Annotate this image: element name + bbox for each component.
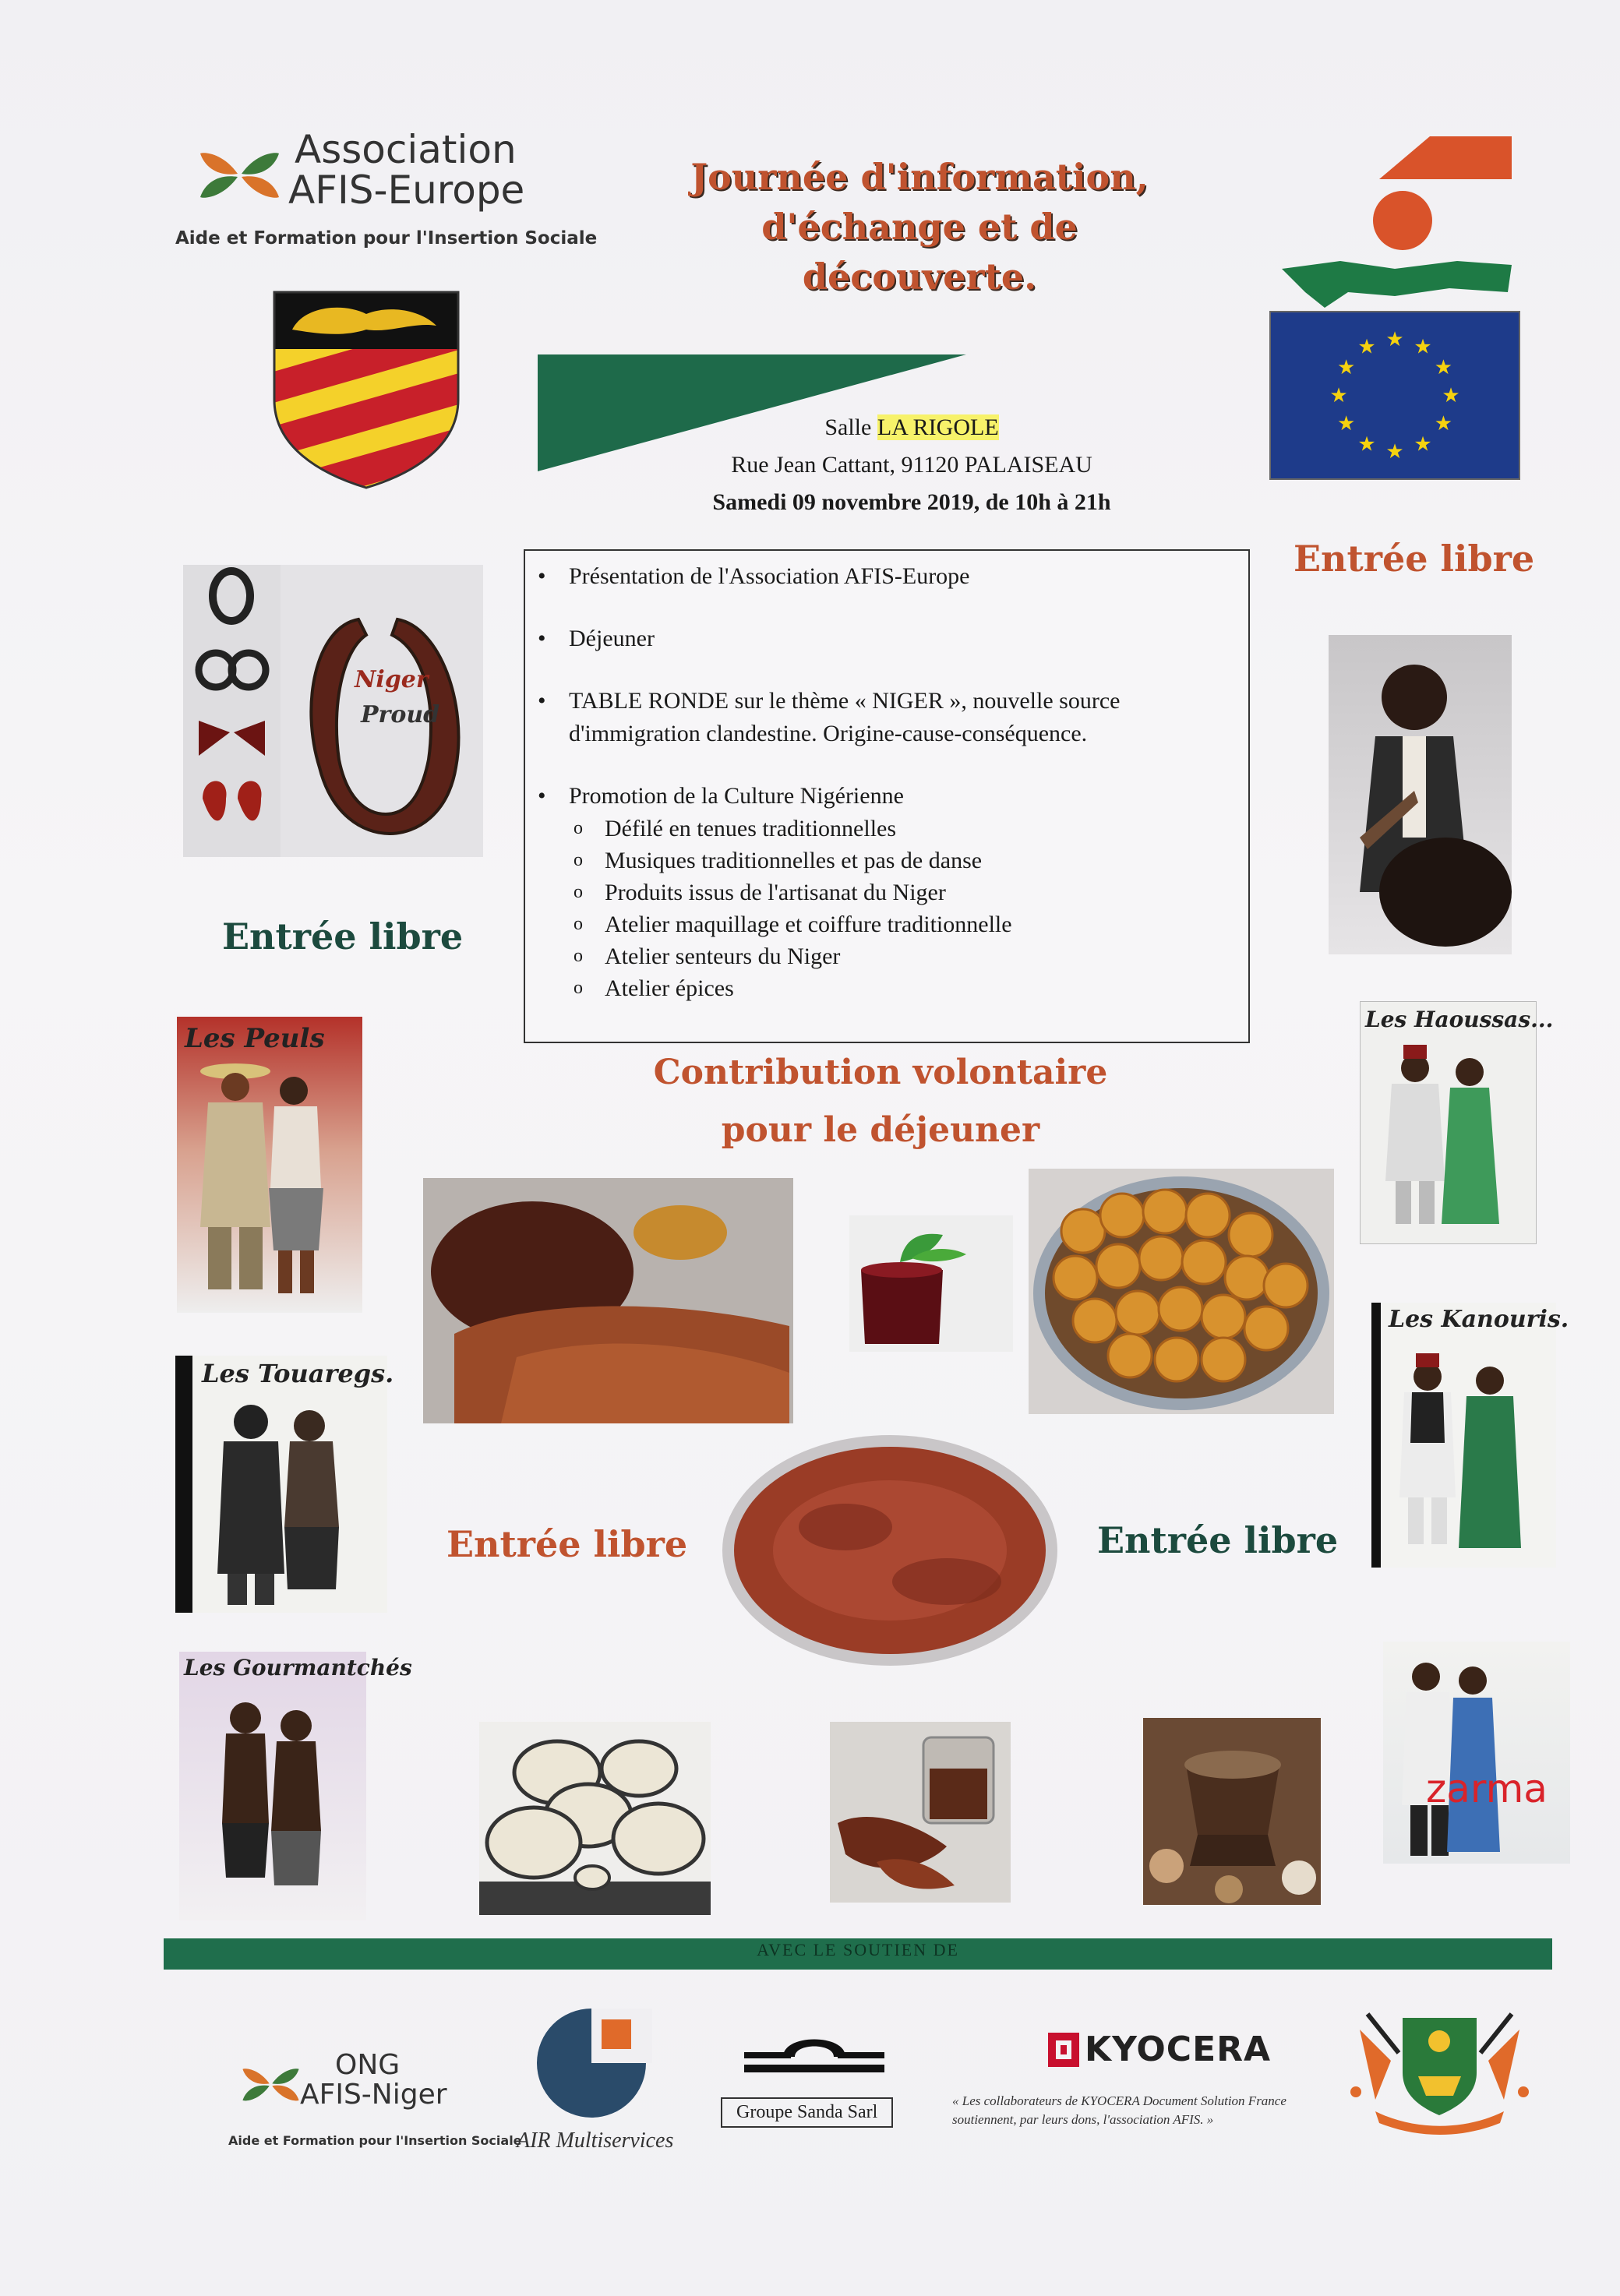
- zarma-title: zarma: [1426, 1766, 1548, 1811]
- beignet-shape: [1100, 1194, 1144, 1237]
- jewelry-photo: [183, 565, 483, 857]
- zarma-photo: [1383, 1642, 1570, 1864]
- leaf-logo-icon: [242, 2057, 300, 2110]
- spice-jar-photo: [830, 1722, 1011, 1903]
- leaf-logo-icon: [199, 136, 281, 210]
- gourmantches-title: Les Gourmantchés: [184, 1655, 412, 1681]
- beignet-shape: [1054, 1256, 1097, 1300]
- contribution-line-1: Contribution volontaire: [653, 1053, 1108, 1092]
- beignet-shape: [1061, 1209, 1105, 1253]
- incense-burner-photo: [1143, 1718, 1321, 1905]
- beignet-shape: [1116, 1291, 1159, 1335]
- fried-dough-photo: [1029, 1169, 1334, 1414]
- beignet-shape: [1139, 1236, 1183, 1280]
- eu-star-icon: ★: [1434, 356, 1453, 379]
- headline: [600, 152, 1239, 302]
- gourmantches-illustration: [179, 1652, 412, 1920]
- beignet-shape: [1225, 1256, 1269, 1300]
- ong-line1: ONG: [335, 2049, 401, 2081]
- headline-line-2: d'échange et de: [761, 206, 1078, 248]
- drink-glass-photo: [849, 1215, 1013, 1352]
- beignet-shape: [1096, 1244, 1140, 1288]
- eu-flag-icon: [1270, 312, 1519, 479]
- program-sublist: [569, 813, 1248, 1004]
- coat-of-arms-shield-icon: [273, 291, 460, 489]
- kyocera-label: KYOCERA: [1085, 2030, 1272, 2069]
- event-date: Samedi 09 novembre 2019, de 10h à 21h: [712, 489, 1111, 515]
- beignet-shape: [1202, 1338, 1245, 1381]
- venue-name: LA RIGOLE: [877, 414, 999, 440]
- girl-portrait-photo: [1329, 635, 1512, 954]
- support-band: [164, 1938, 1552, 1970]
- touaregs-title: Les Touaregs.: [202, 1359, 394, 1388]
- logo-line2: AFIS-Europe: [288, 168, 525, 213]
- niger-coat-of-arms-icon: [1344, 1998, 1535, 2135]
- kanouris-title: Les Kanouris.: [1389, 1306, 1569, 1333]
- venue-block: [608, 409, 1216, 521]
- eu-star-icon: ★: [1385, 440, 1404, 464]
- kanouris-illustration: [1371, 1303, 1569, 1568]
- beignet-shape: [1108, 1334, 1152, 1377]
- air-label: AIR Multiservices: [517, 2128, 674, 2153]
- program-box: [524, 549, 1250, 1043]
- venue-address: Rue Jean Cattant, 91120 PALAISEAU: [731, 452, 1092, 478]
- rice-dish-photo: [423, 1178, 793, 1423]
- beignet-shape: [1155, 1338, 1198, 1381]
- eu-star-icon: ★: [1336, 412, 1356, 436]
- beignet-shape: [1182, 1240, 1226, 1284]
- beignet-shape: [1229, 1213, 1272, 1257]
- venue-line: [608, 409, 1216, 446]
- scales-icon: [736, 2026, 892, 2072]
- eu-star-icon: ★: [1414, 335, 1432, 359]
- ong-tagline: Aide et Formation pour l'Insertion Sociale: [228, 2133, 522, 2148]
- eu-star-icon: ★: [1336, 356, 1356, 379]
- ong-line2: AFIS-Niger: [300, 2079, 447, 2111]
- sanda-label: Groupe Sanda Sarl: [721, 2097, 893, 2128]
- promotion-label: • Promotion de la Culture Nigérienne: [569, 783, 904, 809]
- contribution-text: [545, 1044, 1216, 1159]
- program-item-presentation: • Présentation de l'Association AFIS-Europe: [569, 560, 1248, 593]
- program-item-promotion: [569, 780, 1248, 1004]
- calabash-bowls-photo: [479, 1722, 711, 1915]
- afis-europe-logo: [175, 127, 598, 261]
- beignet-shape: [1202, 1295, 1245, 1338]
- kyocera-mark-icon: [1048, 2033, 1079, 2067]
- beignet-shape: [1073, 1299, 1117, 1342]
- program-subitem: o Atelier maquillage et coiffure traditionnelle: [605, 908, 1248, 940]
- air-multiservices-logo: [510, 2002, 690, 2158]
- beignet-shape: [1264, 1264, 1308, 1307]
- eu-star-icon: ★: [1434, 412, 1453, 436]
- program-subitem: o Atelier senteurs du Niger: [605, 940, 1248, 972]
- program-subitem: o Musiques traditionnelles et pas de danse: [605, 845, 1248, 876]
- peuls-title: Les Peuls: [185, 1023, 325, 1054]
- program-subitem: o Atelier épices: [605, 972, 1248, 1004]
- program-subitem: o Défilé en tenues traditionnelles: [605, 813, 1248, 845]
- logo-line1: Association: [295, 127, 517, 172]
- entree-libre-top-right: Entrée libre: [1294, 538, 1535, 580]
- logo-tagline: Aide et Formation pour l'Insertion Sociale: [175, 228, 598, 249]
- eu-star-icon: ★: [1414, 432, 1432, 457]
- dried-meat-plate-photo: [721, 1434, 1060, 1667]
- entree-libre-left: Entrée libre: [222, 915, 464, 958]
- headline-line-3: découverte.: [802, 256, 1037, 298]
- peuls-illustration: [177, 1017, 362, 1313]
- eu-star-icon: ★: [1385, 328, 1404, 351]
- entree-libre-middle-right: Entrée libre: [1097, 1519, 1339, 1561]
- program-list: [525, 560, 1248, 1004]
- eu-star-icon: ★: [1357, 335, 1376, 359]
- program-item-table-ronde: • TABLE RONDE sur le thème « NIGER », nouvelle source d'immigration clandestine. Origine-cause-conséquence.: [569, 685, 1208, 750]
- niger-proud-line2: Proud: [361, 701, 440, 728]
- beignet-shape: [1143, 1190, 1187, 1233]
- support-band-text: AVEC LE SOUTIEN DE: [757, 1940, 959, 1959]
- kyocera-logo: [943, 2030, 1317, 2154]
- beignet-shape: [1159, 1287, 1202, 1331]
- eu-star-icon: ★: [1442, 384, 1460, 407]
- touaregs-illustration: [175, 1356, 394, 1613]
- haoussas-title: Les Haoussas...: [1365, 1007, 1554, 1032]
- kyocera-note: « Les collaborateurs de KYOCERA Document Solution France soutiennent, par leurs dons, l'association AFIS. »: [952, 2093, 1286, 2127]
- beignet-shape: [1186, 1194, 1230, 1237]
- eu-star-icon: ★: [1357, 432, 1376, 457]
- program-item-dejeuner: • Déjeuner: [569, 622, 1248, 655]
- contribution-line-2: pour le déjeuner: [721, 1110, 1040, 1150]
- niger-proud-line1: Niger: [355, 666, 429, 693]
- headline-line-1: Journée d'information,: [690, 156, 1149, 198]
- groupe-sanda-logo: [721, 2026, 908, 2143]
- haoussas-illustration: [1360, 1001, 1554, 1244]
- program-subitem: o Produits issus de l'artisanat du Niger: [605, 876, 1248, 908]
- ong-afis-niger-logo: [226, 2041, 522, 2158]
- eu-star-icon: ★: [1329, 384, 1348, 407]
- venue-prefix: Salle: [824, 414, 877, 440]
- air-logo-icon: [535, 2002, 652, 2119]
- niger-map-icon: [1278, 136, 1512, 316]
- beignet-shape: [1244, 1307, 1288, 1350]
- entree-libre-middle-left: Entrée libre: [446, 1523, 688, 1565]
